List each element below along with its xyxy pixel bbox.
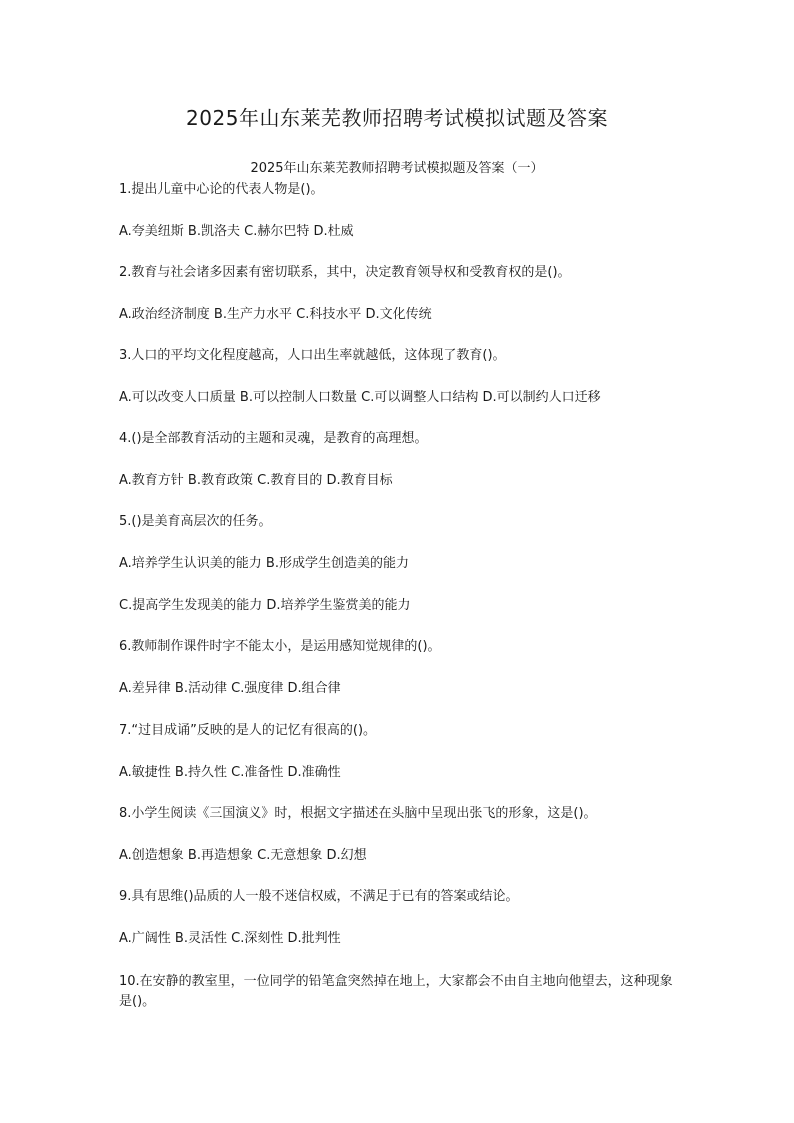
question-6-options: A.差异律 B.活动律 C.强度律 D.组合律 xyxy=(119,681,341,696)
question-8: 8.小学生阅读《三国演义》时，根据文字描述在头脑中呈现出张飞的形象，这是()。 xyxy=(119,806,597,821)
document-title: 2025年山东莱芜教师招聘考试模拟试题及答案 xyxy=(186,106,608,130)
question-5-options-2: C.提高学生发现美的能力 D.培养学生鉴赏美的能力 xyxy=(119,598,411,613)
question-1: 1.提出儿童中心论的代表人物是()。 xyxy=(119,182,324,197)
question-2: 2.教育与社会诸多因素有密切联系，其中，决定教育领导权和受教育权的是()。 xyxy=(119,265,571,280)
question-1-options: A.夸美纽斯 B.凯洛夫 C.赫尔巴特 D.杜威 xyxy=(119,224,354,239)
question-3-options: A.可以改变人口质量 B.可以控制人口数量 C.可以调整人口结构 D.可以制约人口迁移 xyxy=(119,390,601,405)
question-4-options: A.教育方针 B.教育政策 C.教育目的 D.教育目标 xyxy=(119,473,393,488)
question-8-options: A.创造想象 B.再造想象 C.无意想象 D.幻想 xyxy=(119,848,367,863)
question-5: 5.()是美育高层次的任务。 xyxy=(119,514,272,529)
question-9-options: A.广阔性 B.灵活性 C.深刻性 D.批判性 xyxy=(119,931,341,946)
document-subtitle: 2025年山东莱芜教师招聘考试模拟题及答案（一） xyxy=(250,161,544,176)
question-2-options: A.政治经济制度 B.生产力水平 C.科技水平 D.文化传统 xyxy=(119,307,432,322)
question-5-options-1: A.培养学生认识美的能力 B.形成学生创造美的能力 xyxy=(119,556,409,571)
question-4: 4.()是全部教育活动的主题和灵魂，是教育的高理想。 xyxy=(119,431,428,446)
question-3: 3.人口的平均文化程度越高，人口出生率就越低，这体现了教育()。 xyxy=(119,348,506,363)
question-6: 6.教师制作课件时字不能太小，是运用感知觉规律的()。 xyxy=(119,639,441,654)
question-9: 9.具有思维()品质的人一般不迷信权威，不满足于已有的答案或结论。 xyxy=(119,889,519,904)
question-7-options: A.敏捷性 B.持久性 C.准备性 D.准确性 xyxy=(119,765,341,780)
question-10: 10.在安静的教室里，一位同学的铅笔盒突然掉在地上，大家都会不由自主地向他望去，这种现象是()。 xyxy=(119,974,673,1009)
question-7: 7.“过目成诵”反映的是人的记忆有很高的()。 xyxy=(119,723,377,738)
